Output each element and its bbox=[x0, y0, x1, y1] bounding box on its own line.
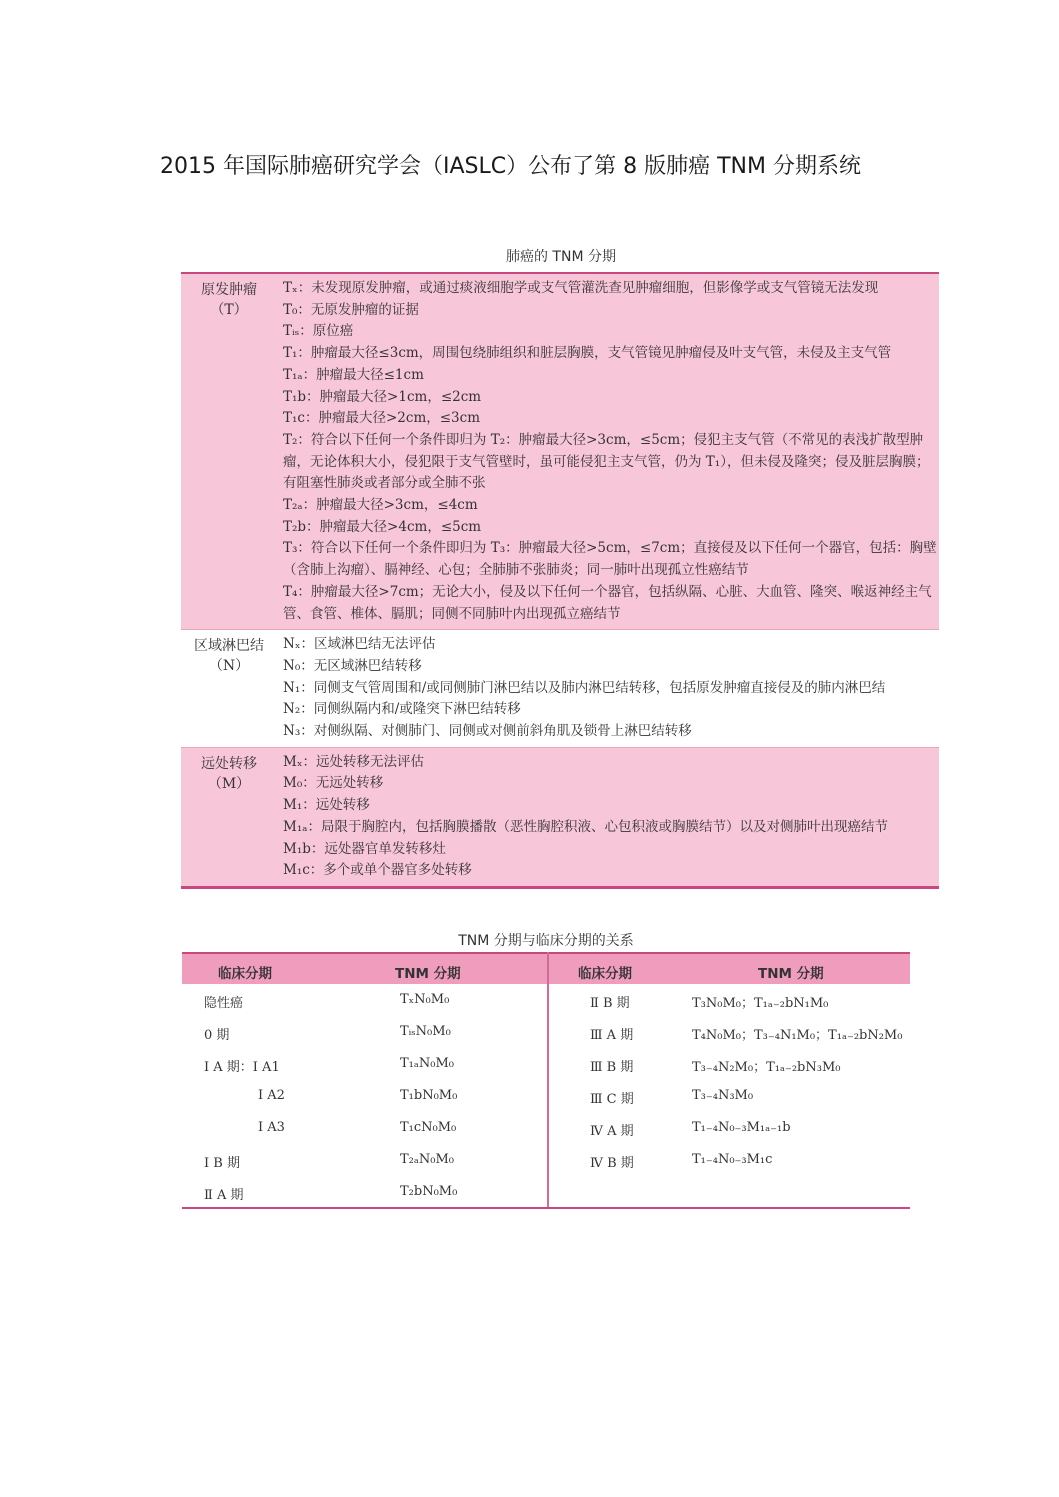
stage-cell: Ⅰ A 期：Ⅰ A1 bbox=[204, 1060, 280, 1075]
n-row: N₁：同侧支气管周围和/或同侧肺门淋巴结以及肺内淋巴结转移，包括原发肿瘤直接侵及的肺内淋巴结 bbox=[283, 679, 886, 696]
m-row: M₁：远处转移 bbox=[283, 797, 370, 814]
table-bottom-rule bbox=[182, 1207, 910, 1209]
section-label: 区域淋巴结 （N） bbox=[194, 638, 264, 675]
section-regional-lymph-nodes bbox=[181, 630, 939, 747]
header-tnm-stage: TNM 分期 bbox=[758, 966, 824, 982]
tnm-cell: T₃₋₄N₃M₀ bbox=[692, 1088, 754, 1103]
stage-cell: Ⅰ B 期 bbox=[204, 1156, 240, 1171]
t-row: T₂：符合以下任何一个条件即归为 T₂：肿瘤最大径>3cm，≤5cm；侵犯主支气管（不常见的表浅扩散型肿瘤，无论体积大小，侵犯限于支气管壁时，虽可能侵犯主支气管，仍为 T₁），但未侵及隆突；侵及脏层胸膜；有阻塞性肺炎或者部分或全肺不张 bbox=[283, 431, 930, 492]
n-row: Nₓ：区域淋巴结无法评估 bbox=[283, 636, 436, 653]
stage-table-title: TNM 分期与临床分期的关系 bbox=[458, 933, 634, 949]
tnm-cell: T₁₋₄N₀₋₃M₁c bbox=[692, 1152, 773, 1167]
table-header-bar bbox=[182, 952, 910, 984]
tnm-staging-table bbox=[181, 272, 939, 889]
clinical-stage-table bbox=[182, 952, 910, 1212]
n-row: N₀：无区域淋巴结转移 bbox=[283, 657, 422, 674]
tnm-cell: T₁bN₀M₀ bbox=[400, 1088, 458, 1103]
m-row: M₁ₐ：局限于胸腔内，包括胸膜播散（恶性胸腔积液、心包积液或胸膜结节）以及对侧肺叶出现癌结节 bbox=[283, 818, 888, 835]
stage-cell: Ⅲ B 期 bbox=[590, 1060, 634, 1075]
stage-cell: Ⅳ B 期 bbox=[590, 1156, 634, 1171]
m-row: Mₓ：远处转移无法评估 bbox=[283, 753, 425, 770]
m-row: M₁c：多个或单个器官多处转移 bbox=[283, 862, 472, 879]
section-primary-tumor bbox=[181, 274, 939, 629]
t-row: T₁c：肿瘤最大径>2cm，≤3cm bbox=[283, 410, 481, 427]
header-tnm-stage: TNM 分期 bbox=[395, 966, 461, 982]
section-distant-metastasis bbox=[181, 748, 939, 886]
stage-cell: Ⅲ A 期 bbox=[590, 1028, 634, 1043]
section-label: 原发肿瘤 （T） bbox=[201, 282, 257, 318]
section-label: 远处转移 （M） bbox=[201, 755, 257, 792]
t-row: T₂b：肿瘤最大径>4cm，≤5cm bbox=[283, 518, 482, 535]
t-row: T₀：无原发肿瘤的证据 bbox=[283, 301, 419, 318]
n-row: N₂：同侧纵隔内和/或隆突下淋巴结转移 bbox=[283, 701, 521, 718]
stage-cell: Ⅰ A2 bbox=[258, 1088, 285, 1103]
stage-cell: 0 期 bbox=[204, 1028, 230, 1043]
tnm-cell: T₃N₀M₀；T₁ₐ₋₂bN₁M₀ bbox=[692, 996, 829, 1011]
t-row: Tᵢₛ：原位癌 bbox=[283, 323, 354, 340]
stage-cell: 隐性癌 bbox=[204, 996, 244, 1011]
t-row: T₂ₐ：肿瘤最大径>3cm，≤4cm bbox=[283, 497, 478, 514]
tnm-cell: T₄N₀M₀；T₃₋₄N₁M₀；T₁ₐ₋₂bN₂M₀ bbox=[692, 1028, 903, 1043]
page-heading: 2015 年国际肺癌研究学会（IASLC）公布了第 8 版肺癌 TNM 分期系统 bbox=[160, 154, 861, 179]
header-clinical-stage: 临床分期 bbox=[578, 966, 632, 982]
tnm-cell: T₂ₐN₀M₀ bbox=[400, 1152, 455, 1167]
stage-cell: Ⅲ C 期 bbox=[590, 1092, 634, 1107]
stage-cell: Ⅱ B 期 bbox=[590, 996, 630, 1011]
stage-cell: Ⅱ A 期 bbox=[204, 1188, 244, 1203]
t-row: T₄：肿瘤最大径>7cm；无论大小，侵及以下任何一个器官，包括纵隔、心脏、大血管、隆突、喉返神经主气管、食管、椎体、膈肌；同侧不同肺叶内出现孤立癌结节 bbox=[283, 583, 932, 622]
tnm-cell: T₂bN₀M₀ bbox=[400, 1184, 458, 1199]
tnm-cell: TₓN₀M₀ bbox=[400, 992, 450, 1007]
tnm-cell: T₃₋₄N₂M₀；T₁ₐ₋₂bN₃M₀ bbox=[692, 1060, 841, 1075]
tnm-cell: T₁ₐN₀M₀ bbox=[400, 1056, 455, 1071]
stage-cell: Ⅰ A3 bbox=[258, 1120, 285, 1135]
m-row: M₀：无远处转移 bbox=[283, 775, 384, 792]
t-row: T₃：符合以下任何一个条件即归为 T₃：肿瘤最大径>5cm，≤7cm；直接侵及以下任何一个器官，包括：胸壁（含肺上沟瘤）、膈神经、心包；全肺肺不张肺炎；同一肺叶出现孤立性癌结节 bbox=[283, 540, 937, 579]
stage-cell: Ⅳ A 期 bbox=[590, 1124, 634, 1139]
tnm-cell: T₁₋₄N₀₋₃M₁ₐ₋₁b bbox=[692, 1120, 791, 1135]
column-divider bbox=[547, 952, 549, 1208]
tnm-cell: T₁cN₀M₀ bbox=[400, 1120, 457, 1135]
n-row: N₃：对侧纵隔、对侧肺门、同侧或对侧前斜角肌及锁骨上淋巴结转移 bbox=[283, 723, 692, 740]
tnm-table-title: 肺癌的 TNM 分期 bbox=[505, 249, 616, 265]
table-bottom-rule bbox=[181, 886, 939, 889]
t-row: T₁b：肿瘤最大径>1cm，≤2cm bbox=[283, 388, 482, 405]
t-row: T₁ₐ：肿瘤最大径≤1cm bbox=[283, 366, 424, 383]
t-row: T₁：肿瘤最大径≤3cm，周围包绕肺组织和脏层胸膜，支气管镜见肿瘤侵及叶支气管，未侵及主支气管 bbox=[283, 345, 892, 362]
t-row: Tₓ：未发现原发肿瘤，或通过痰液细胞学或支气管灌洗查见肿瘤细胞，但影像学或支气管镜无法发现 bbox=[283, 280, 879, 296]
tnm-cell: TᵢₛN₀M₀ bbox=[400, 1024, 451, 1039]
header-clinical-stage: 临床分期 bbox=[218, 966, 272, 982]
m-row: M₁b：远处器官单发转移灶 bbox=[283, 840, 446, 857]
